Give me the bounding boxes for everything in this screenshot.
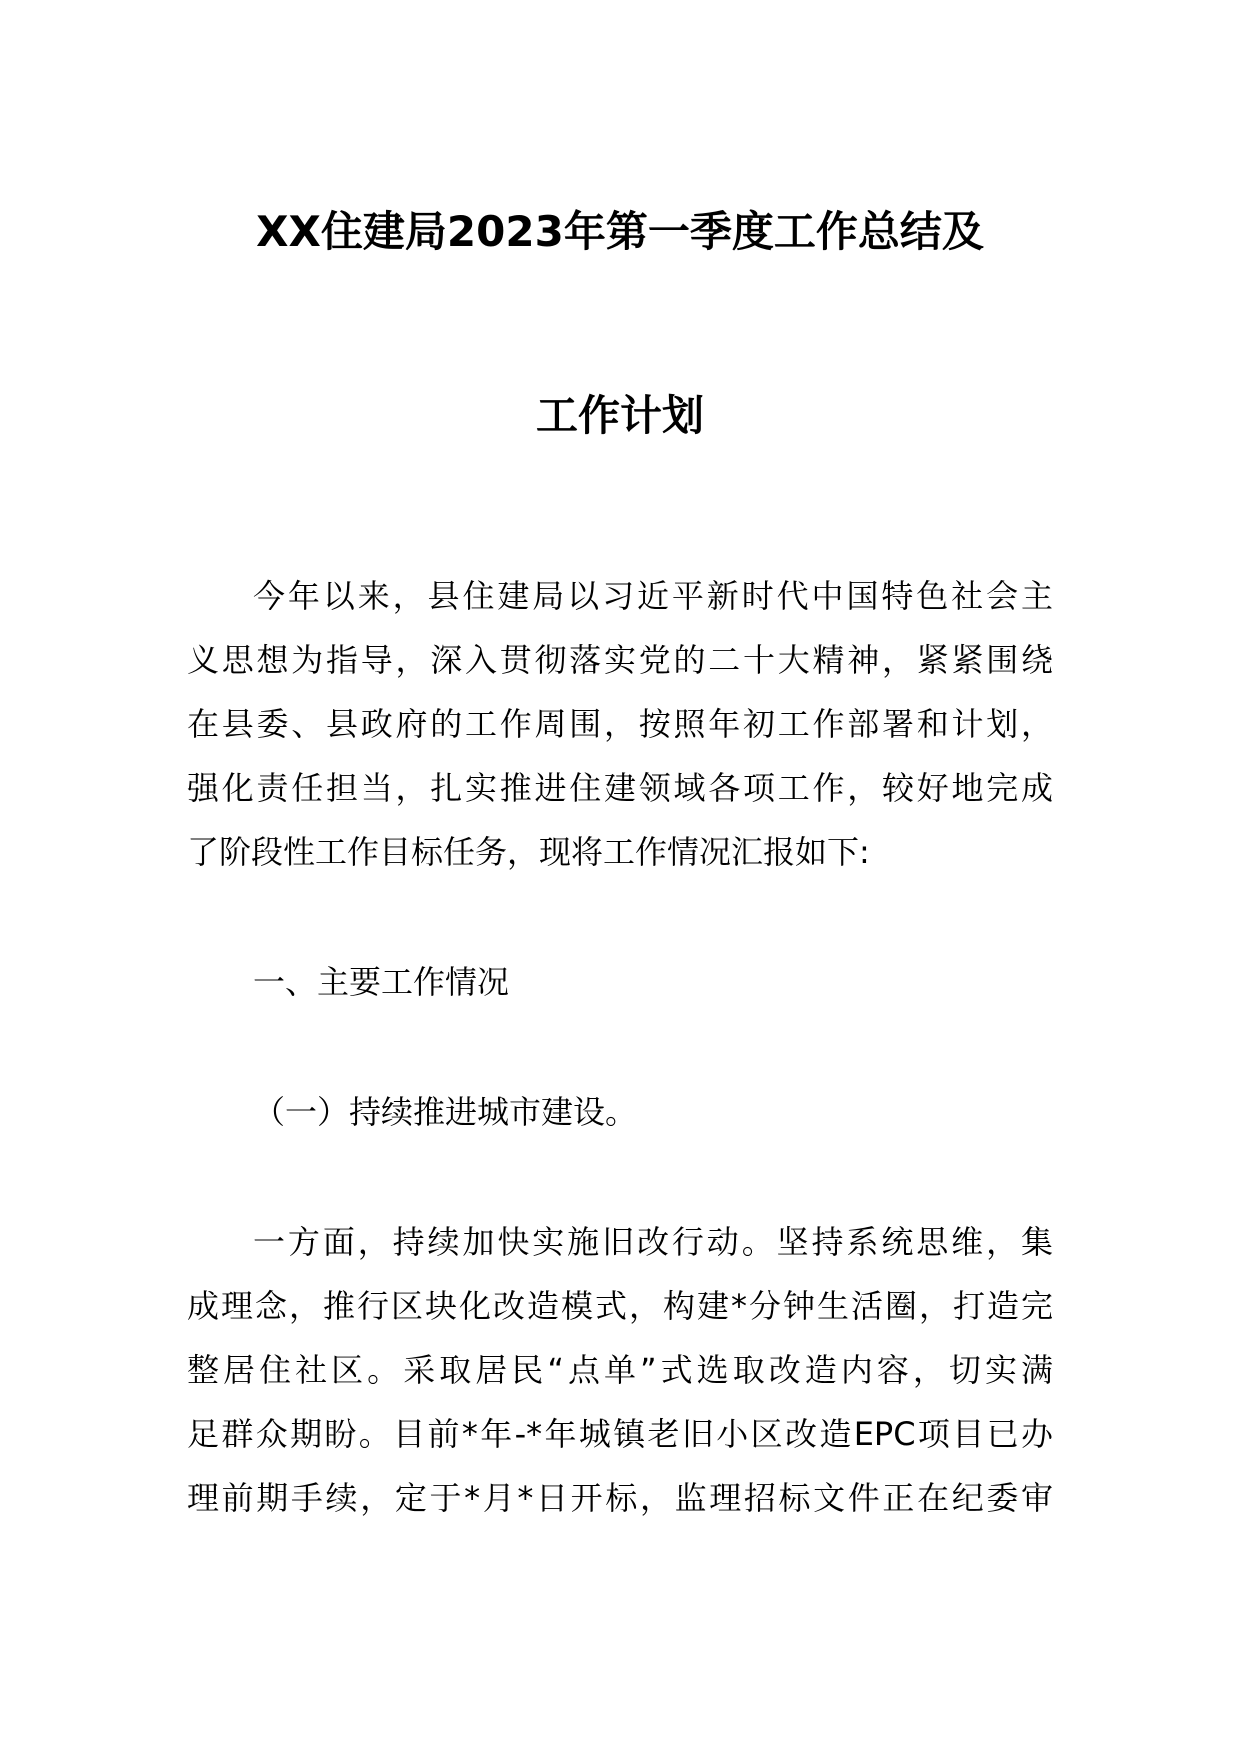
paragraph-1-line-4: 强化责任担当，扎实推进住建领域各项工作，较好地完成 [187,769,1053,807]
paragraph-2-line-3: 整居住社区。采取居民“点单”式选取改造内容，切实满 [187,1351,1053,1389]
paragraph-2-line-1: 一方面，持续加快实施旧改行动。坚持系统思维，集 [253,1223,1053,1261]
document-title-line-1: XX住建局2023年第一季度工作总结及 [256,207,984,256]
subsection-heading-urban-construction: （一）持续推进城市建设。 [253,1093,638,1131]
paragraph-2-line-4: 足群众期盼。目前*年-*年城镇老旧小区改造EPC项目已办 [187,1415,1053,1453]
section-heading-main-work: 一、主要工作情况 [253,963,510,1001]
paragraph-1-line-2: 义思想为指导，深入贯彻落实党的二十大精神，紧紧围绕 [187,641,1053,679]
paragraph-1-line-3: 在县委、县政府的工作周围，按照年初工作部署和计划， [187,705,1053,743]
paragraph-1-line-1: 今年以来，县住建局以习近平新时代中国特色社会主 [253,577,1053,615]
document-title-line-2: 工作计划 [535,391,704,440]
paragraph-2-line-2: 成理念，推行区块化改造模式，构建*分钟生活圈，打造完 [187,1287,1053,1325]
paragraph-2-line-5: 理前期手续，定于*月*日开标，监理招标文件正在纪委审 [187,1479,1053,1517]
paragraph-1-line-5: 了阶段性工作目标任务，现将工作情况汇报如下: [187,833,870,871]
